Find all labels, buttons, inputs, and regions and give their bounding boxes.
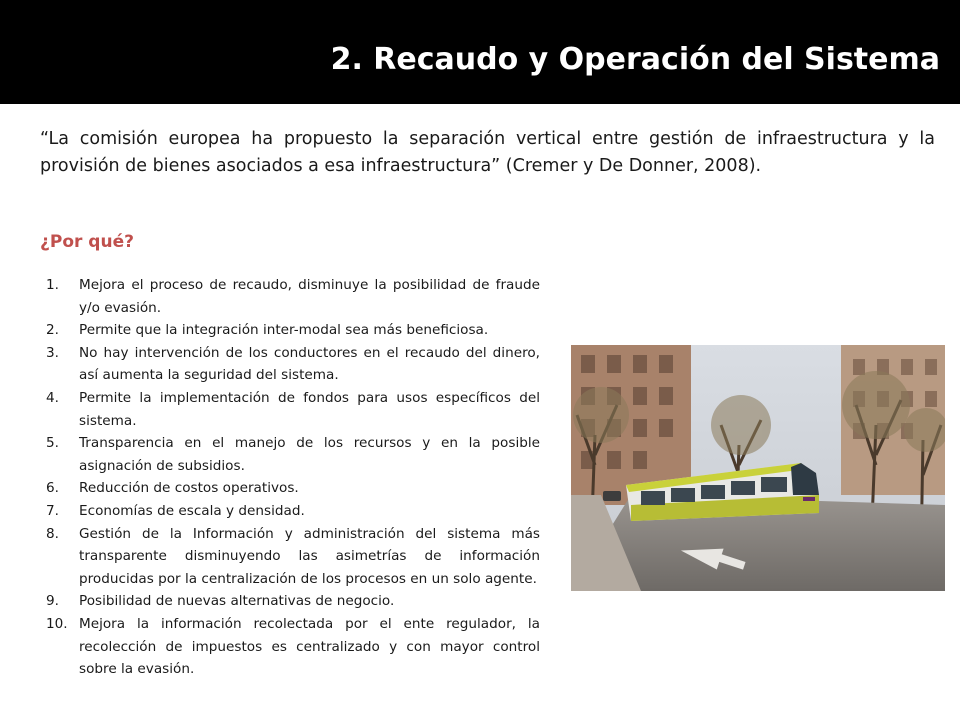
- reasons-list: [40, 274, 540, 681]
- question-heading: ¿Por qué?: [40, 232, 134, 252]
- list-item: [40, 274, 540, 319]
- list-item: [40, 477, 540, 500]
- item-number: 6.: [46, 480, 59, 497]
- item-text: Mejora la información recolectada por el ente regulador, la recolección de impuestos es centralizado y con mayor control sobre la evasión.: [79, 615, 540, 678]
- item-number: 7.: [46, 502, 59, 519]
- item-text: Economías de escala y densidad.: [79, 502, 305, 519]
- item-text: Reducción de costos operativos.: [79, 480, 299, 497]
- list-item: [40, 319, 540, 342]
- list-item: [40, 432, 540, 477]
- item-text: Posibilidad de nuevas alternativas de negocio.: [79, 593, 395, 610]
- item-text: No hay intervención de los conductores en el recaudo del dinero, así aumenta la seguridad del sistema.: [79, 344, 540, 384]
- item-number: 8.: [46, 525, 59, 542]
- item-text: Transparencia en el manejo de los recursos y en la posible asignación de subsidios.: [79, 435, 540, 474]
- list-item: [40, 342, 540, 387]
- item-number: 5.: [46, 435, 59, 452]
- list-item: [40, 387, 540, 432]
- list-item: [40, 523, 540, 591]
- item-number: 1.: [46, 277, 59, 293]
- list-item: [40, 590, 540, 613]
- slide-title: 2. Recaudo y Operación del Sistema: [330, 42, 940, 77]
- title-bar: [0, 0, 960, 104]
- item-number: 3.: [46, 344, 59, 361]
- item-text: Permite que la integración inter-modal sea más beneficiosa.: [79, 322, 489, 339]
- item-number: 9.: [46, 593, 59, 610]
- item-text: Permite la implementación de fondos para usos específicos del sistema.: [79, 389, 540, 429]
- quote-paragraph: “La comisión europea ha propuesto la separación vertical entre gestión de infraestructura y la provisión de bienes asociados a esa infraestructura” (Cremer y De Donner, 2008).: [40, 129, 935, 176]
- item-text: Gestión de la Información y administración del sistema más transparente disminuyendo las asimetrías de información producidas por la centralización de los procesos en un solo agente.: [79, 525, 540, 587]
- list-item: [40, 500, 540, 523]
- item-number: 4.: [46, 389, 59, 406]
- list-item: [40, 613, 540, 681]
- item-number: 10.: [46, 615, 68, 632]
- tram-street-photo: [571, 345, 945, 591]
- item-number: 2.: [46, 322, 59, 339]
- item-text: Mejora el proceso de recaudo, disminuye la posibilidad de fraude y/o evasión.: [79, 277, 540, 316]
